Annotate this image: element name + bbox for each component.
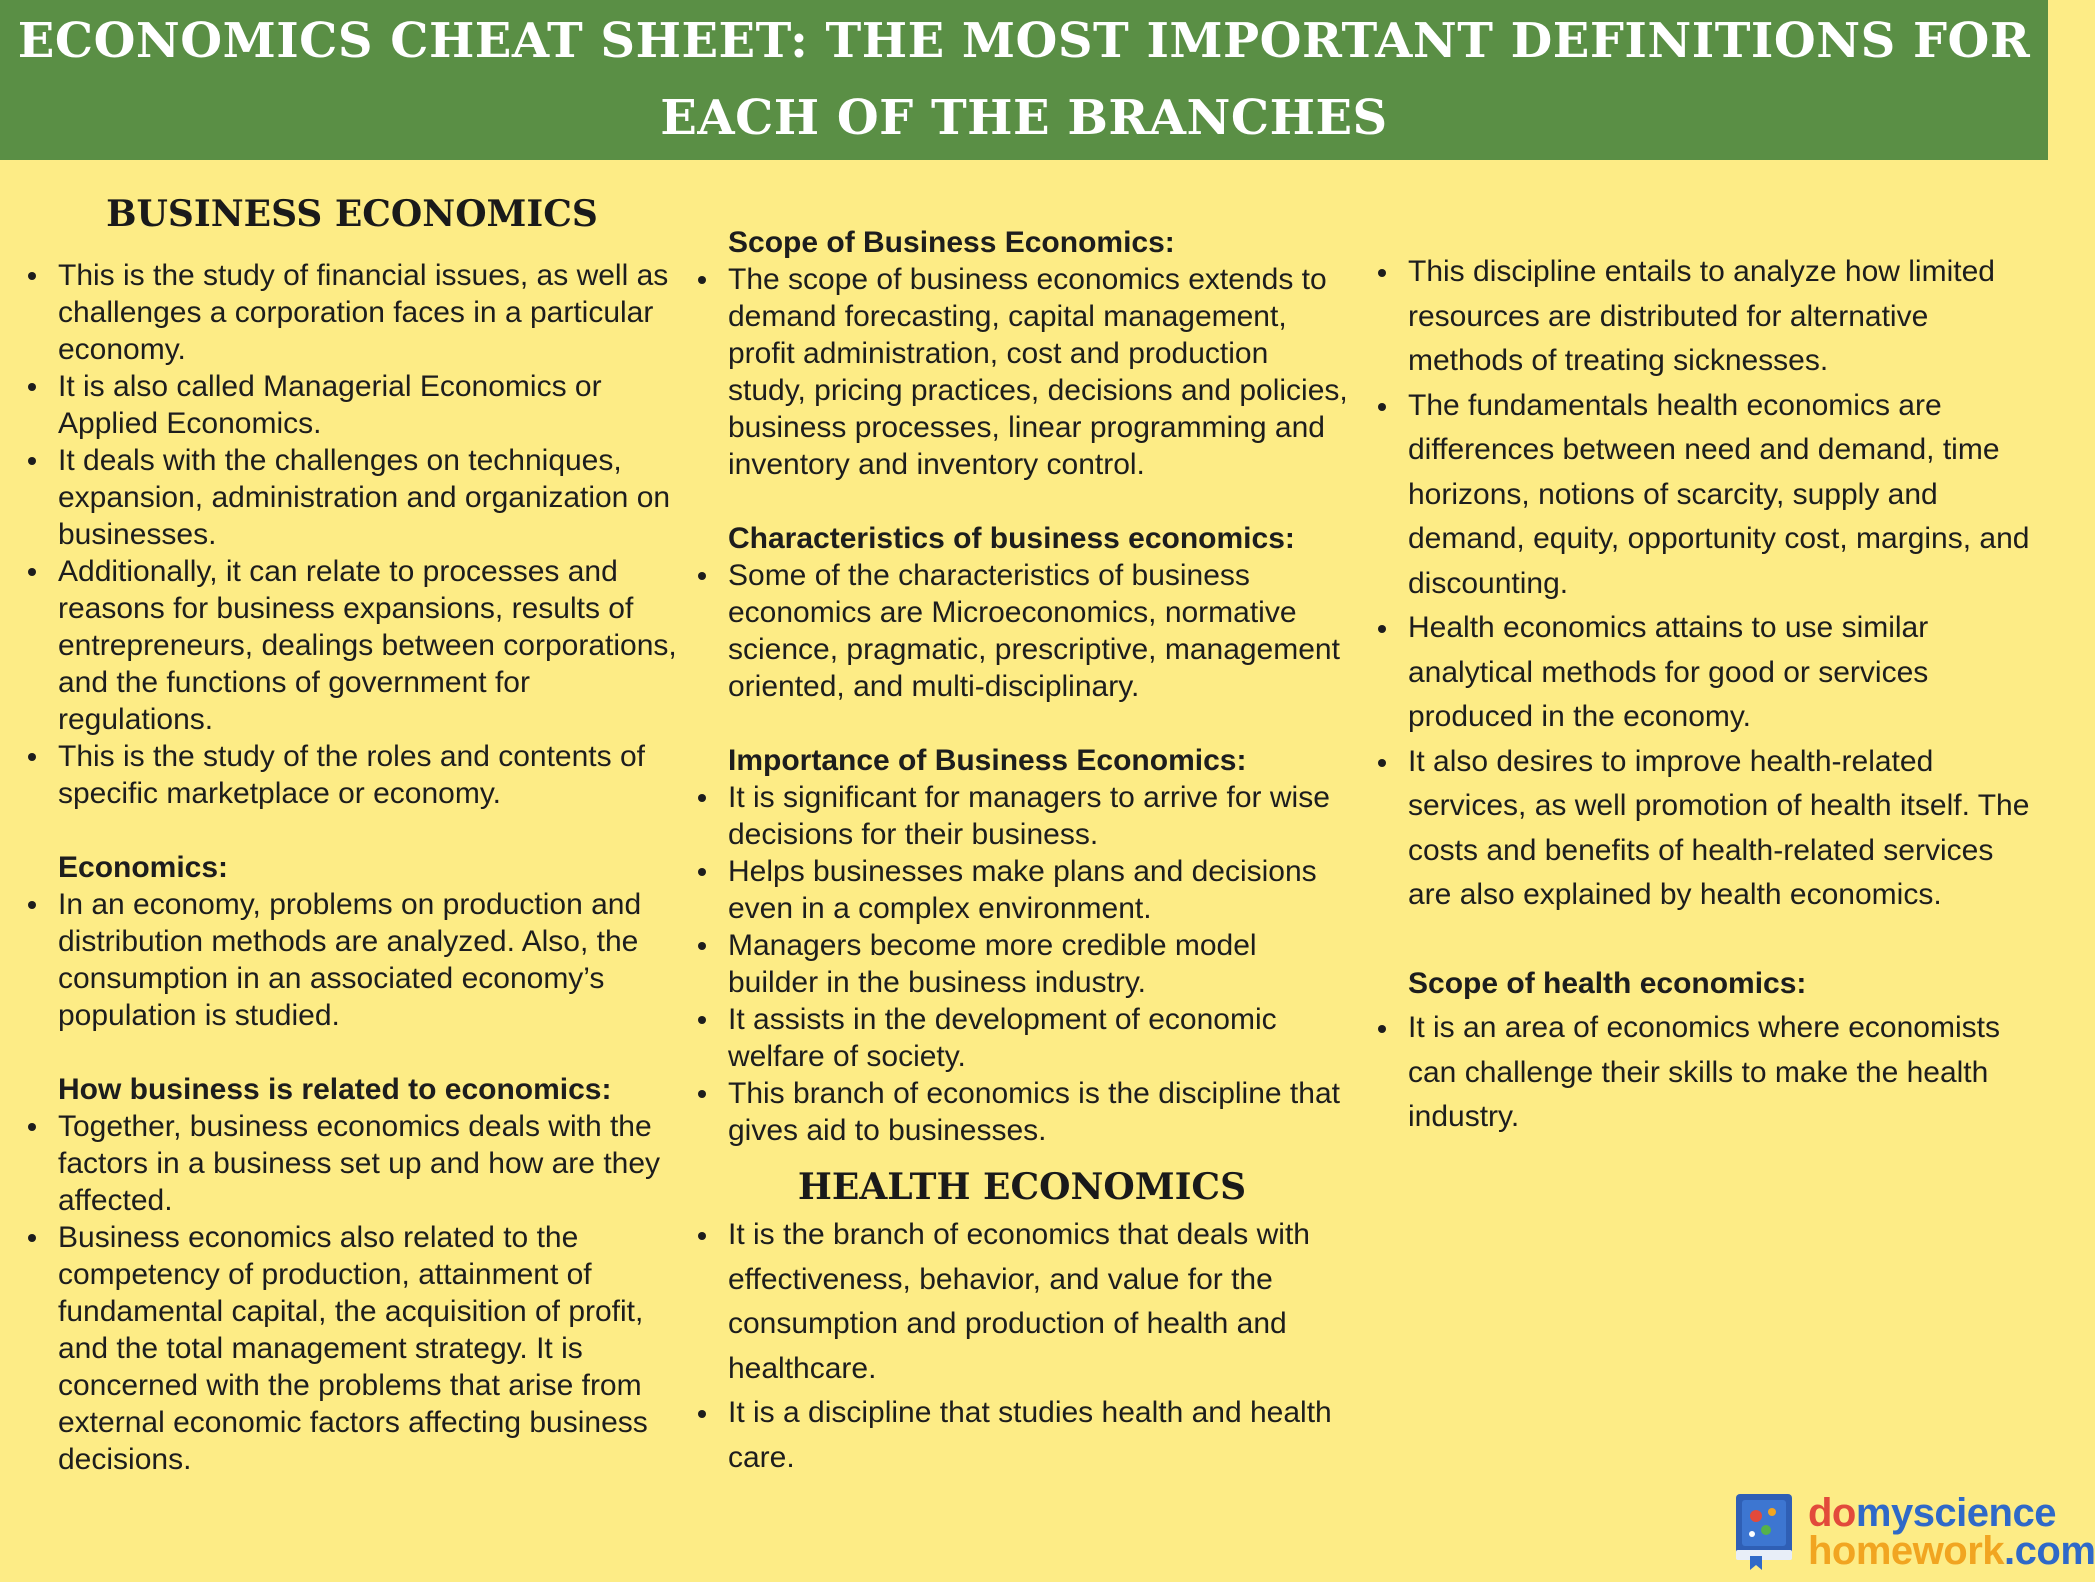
list-item: It is a discipline that studies health and health care. xyxy=(692,1391,1352,1480)
logo-text: domyscience homework.com xyxy=(1808,1491,2095,1573)
scope-list xyxy=(692,261,1352,483)
health-scope-subheading: Scope of health economics: xyxy=(1408,966,1807,1000)
list-item: This discipline entails to analyze how limited resources are distributed for alternative methods of treating sicknesses. xyxy=(1372,250,2032,384)
list-item: Managers become more credible model builder in the business industry. xyxy=(692,927,1352,1001)
list-item: The fundamentals health economics are differences between need and demand, time horizons, notions of scarcity, supply and demand, equity, opportunity cost, margins, and discounting. xyxy=(1372,384,2032,607)
list-item: Some of the characteristics of business economics are Microeconomics, normative science, pragmatic, prescriptive, management oriented, and multi-disciplinary. xyxy=(692,557,1352,705)
list-item: The scope of business economics extends to demand forecasting, capital management, profit administration, cost and production study, pricing practices, decisions and policies, business processes, linear programming and inventory and inventory control. xyxy=(692,261,1352,483)
list-item: It also desires to improve health-related services, as well promotion of health itself. The costs and benefits of health-related services are also explained by health economics. xyxy=(1372,740,2032,918)
economics-subheading: Economics: xyxy=(58,851,229,884)
book-icon xyxy=(1730,1490,1798,1570)
health-more-list xyxy=(1372,250,2032,918)
page-header xyxy=(0,0,2048,160)
list-item: Together, business economics deals with the factors in a business set up and how are they affected. xyxy=(22,1108,682,1219)
page-title-line-2: EACH OF THE BRANCHES xyxy=(660,90,1388,146)
characteristics-list xyxy=(692,557,1352,705)
site-logo[interactable] xyxy=(1730,1490,2095,1573)
business-economics-heading: BUSINESS ECONOMICS xyxy=(106,193,598,235)
list-item: Business economics also related to the competency of production, attainment of fundamental capital, the acquisition of profit, and the total management strategy. It is concerned with the problems that arise from external economic factors affecting business decisions. xyxy=(22,1219,682,1478)
list-item: Additionally, it can relate to processes and reasons for business expansions, results of entrepreneurs, dealings between corporations, and the functions of government for regulations. xyxy=(22,553,682,738)
list-item: Helps businesses make plans and decisions even in a complex environment. xyxy=(692,853,1352,927)
page-title-line-1: ECONOMICS CHEAT SHEET: THE MOST IMPORTANT DEFINITIONS FOR xyxy=(17,13,2031,69)
list-item: It is the branch of economics that deals with effectiveness, behavior, and value for the consumption and production of health and healthcare. xyxy=(692,1213,1352,1391)
column-business-right xyxy=(692,224,1352,1480)
related-list xyxy=(22,1108,682,1478)
characteristics-subheading: Characteristics of business economics: xyxy=(728,522,1295,555)
related-subheading: How business is related to economics: xyxy=(58,1073,612,1106)
list-item: This is the study of the roles and contents of specific marketplace or economy. xyxy=(22,738,682,812)
health-intro-list xyxy=(692,1213,1352,1480)
list-item: It is also called Managerial Economics or Applied Economics. xyxy=(22,368,682,442)
list-item: It assists in the development of economic welfare of society. xyxy=(692,1001,1352,1075)
scope-subheading: Scope of Business Economics: xyxy=(728,226,1175,259)
list-item: It is significant for managers to arrive for wise decisions for their business. xyxy=(692,779,1352,853)
health-scope-list xyxy=(1372,1006,2032,1140)
column-health xyxy=(1372,250,2032,1140)
health-economics-heading: HEALTH ECONOMICS xyxy=(797,1166,1247,1208)
importance-subheading: Importance of Business Economics: xyxy=(728,744,1247,777)
list-item: In an economy, problems on production and distribution methods are analyzed. Also, the consumption in an associated economy’s population is studied. xyxy=(22,886,682,1034)
column-business-left xyxy=(22,190,682,1478)
importance-list xyxy=(692,779,1352,1149)
list-item: This branch of economics is the discipline that gives aid to businesses. xyxy=(692,1075,1352,1149)
list-item: Health economics attains to use similar analytical methods for good or services produced in the economy. xyxy=(1372,606,2032,740)
list-item: It is an area of economics where economists can challenge their skills to make the health industry. xyxy=(1372,1006,2032,1140)
business-intro-list xyxy=(22,257,682,812)
list-item: It deals with the challenges on techniques, expansion, administration and organization on businesses. xyxy=(22,442,682,553)
economics-list xyxy=(22,886,682,1034)
list-item: This is the study of financial issues, as well as challenges a corporation faces in a particular economy. xyxy=(22,257,682,368)
